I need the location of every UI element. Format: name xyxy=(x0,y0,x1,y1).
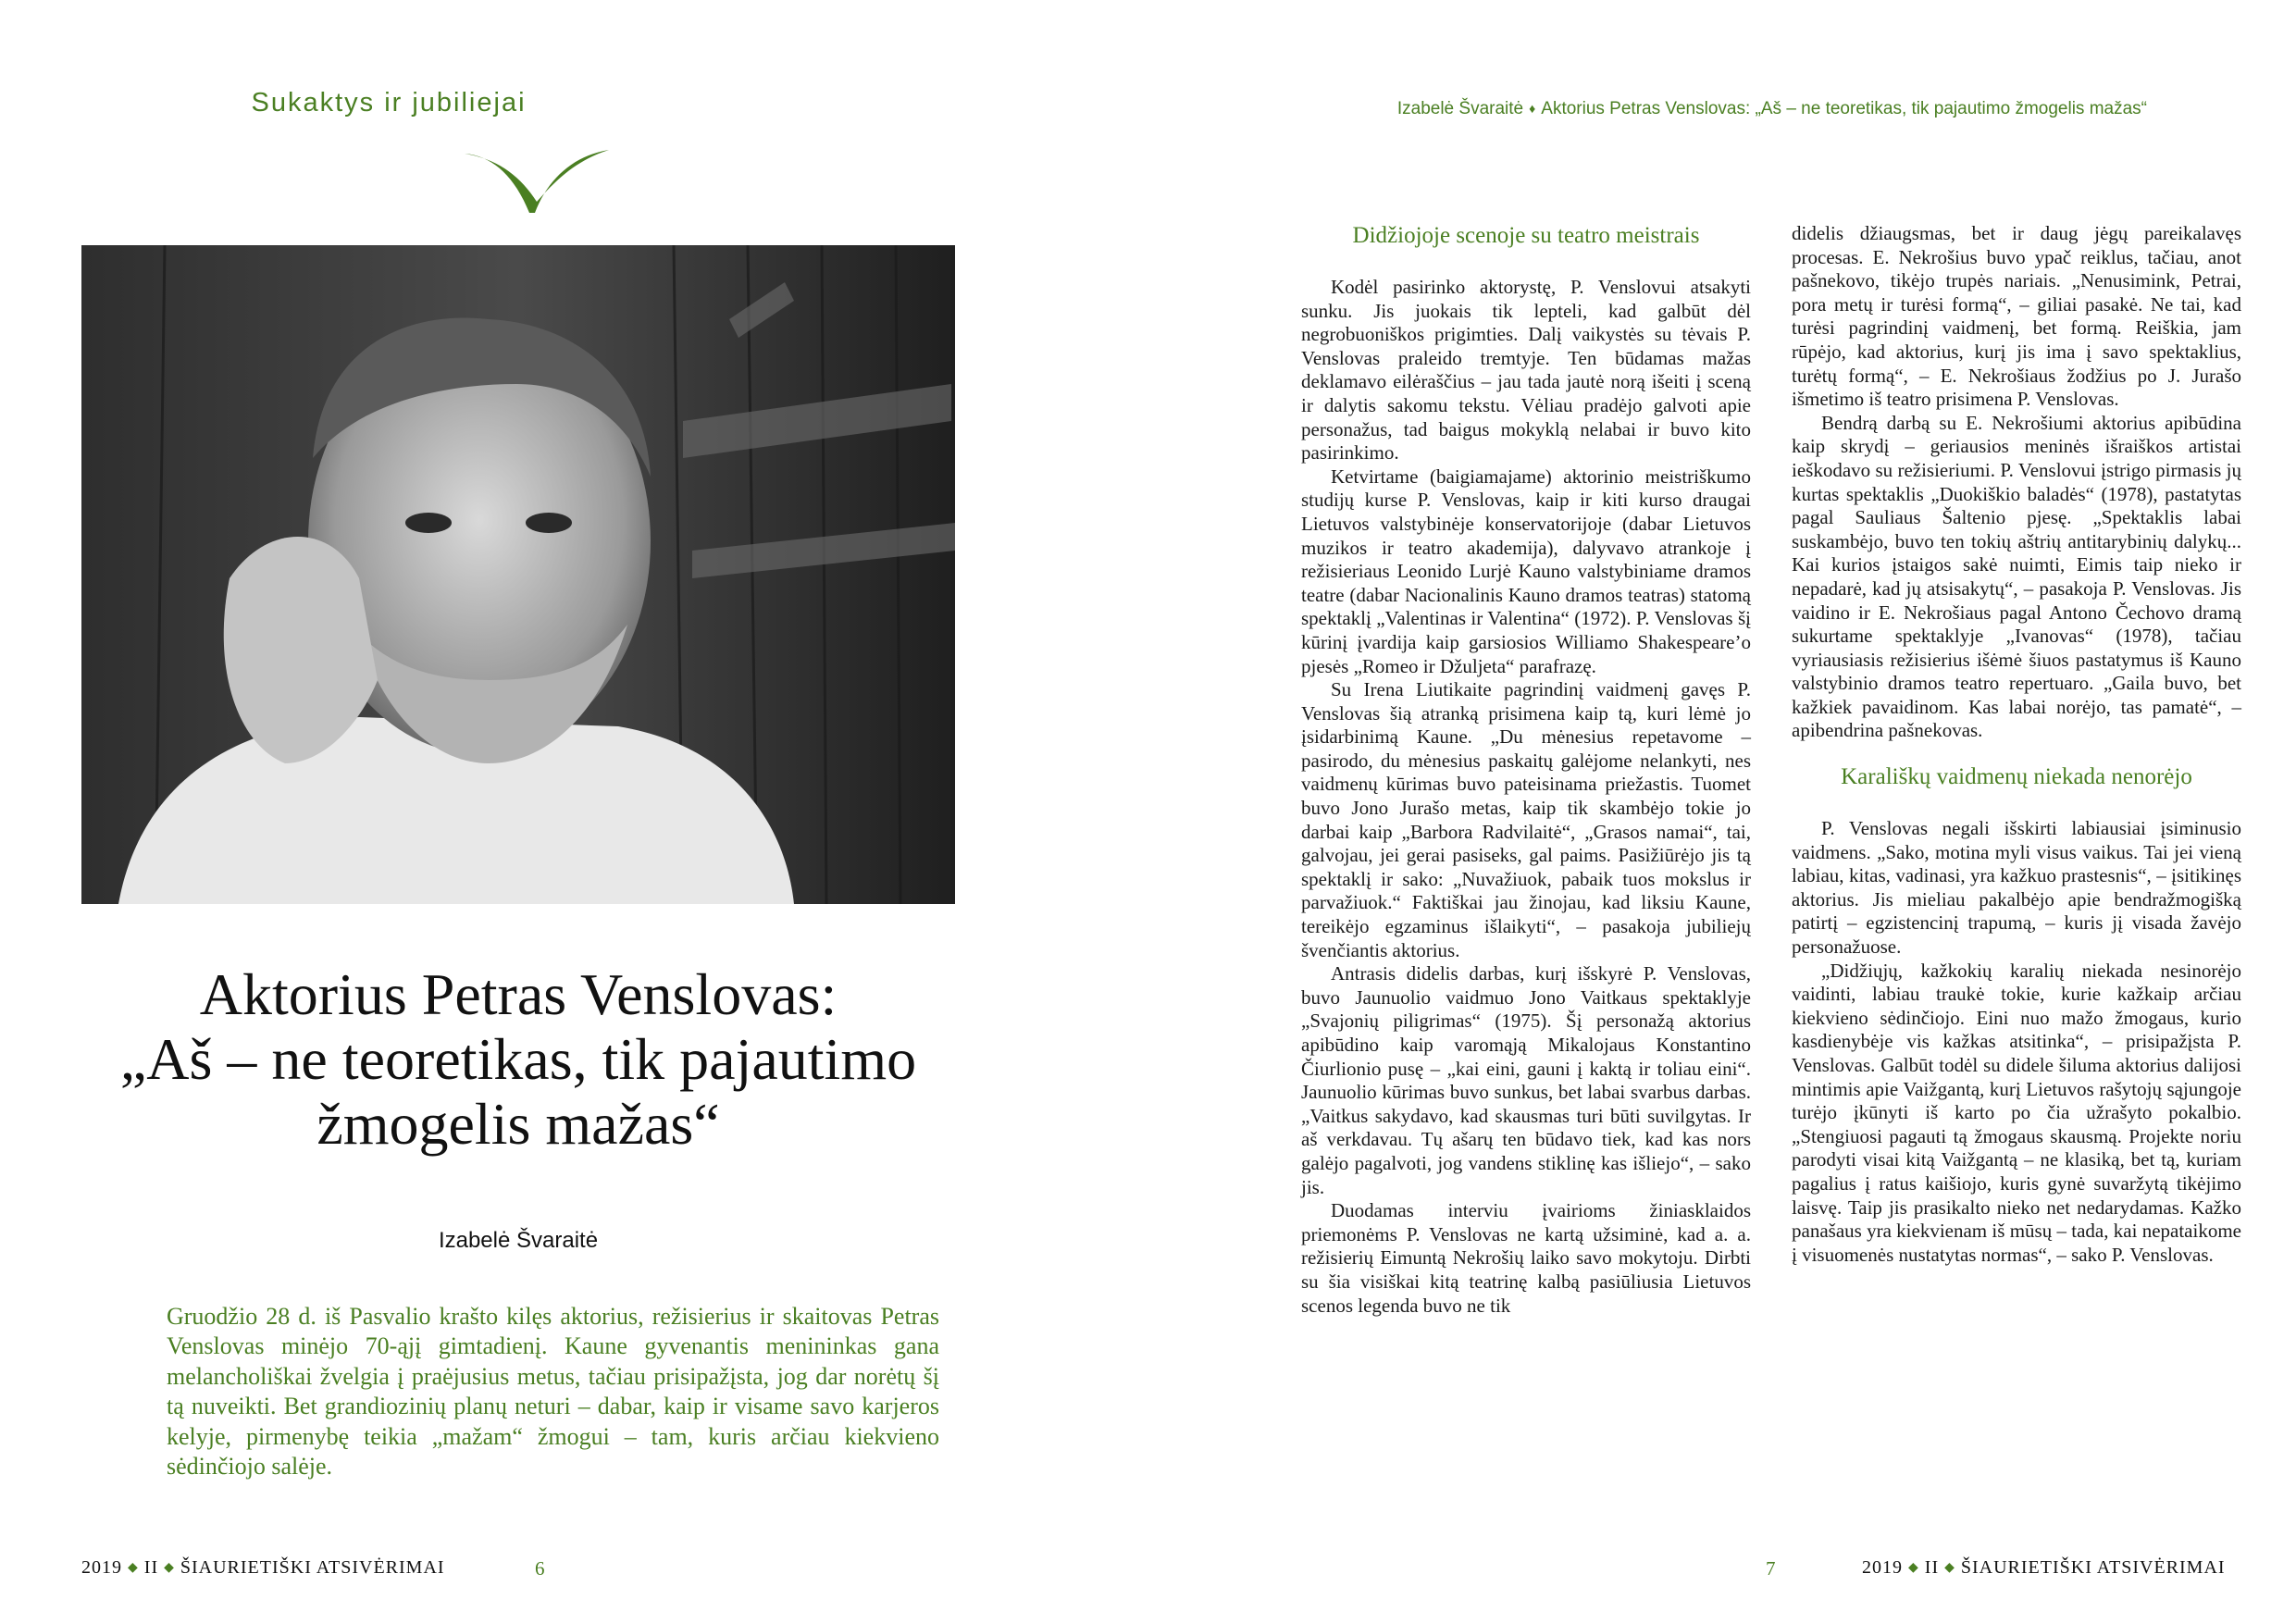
diamond-icon: ◆ xyxy=(164,1561,175,1575)
author-byline: Izabelė Švaraitė xyxy=(438,1228,599,1253)
section-heading: Karališkų vaidmenų niekada nenorėjo xyxy=(1841,764,2192,790)
page-number: 6 xyxy=(535,1557,545,1580)
diamond-icon: ◆ xyxy=(128,1561,139,1575)
footer-left xyxy=(81,1557,445,1579)
footer-year: 2019 xyxy=(1862,1557,1903,1578)
running-header-title: Aktorius Petras Venslovas: „Aš – ne teoretikas, tik pajautimo žmogelis mažas“ xyxy=(1541,99,2147,118)
title-line: Aktorius Petras Venslovas: xyxy=(199,961,838,1027)
portrait-photo-image xyxy=(81,245,955,904)
diamond-icon: ◆ xyxy=(1908,1561,1919,1575)
paragraph: Ketvirtame (baigiamajame) aktorinio meistriškumo studijų kurse P. Venslovas, kaip ir kiti kurso draugai Lietuvos valstybinėje konservatorijoje (dabar Lietuvos muzikos ir teatro akademija), dalyvavo atrankoje į režisieriaus Leonido Lurjė Kauno valstybiniame dramos teatre (dabar Nacionalinis Kauno dramos teatras) statomą spektaklį „Valentinas ir Valentina“ (1972). P. Venslovas šį kūrinį įvardija kaip garsiosios Williamo Shakespeare’o pjesės „Romeo ir Džuljeta“ parafrazę. xyxy=(1301,465,1751,677)
article-title xyxy=(81,962,955,1157)
diamond-icon: ♦ xyxy=(1529,101,1536,116)
lead-paragraph: Gruodžio 28 d. iš Pasvalio krašto kilęs aktorius, režisierius ir skaitovas Petras Venslovas minėjo 70-ąjį gimtadienį. Kaune gyvenantis menininkas gana melancholiškai žvelgia į praėjusius metus, tačiau prisipažįsta, jog dar norėtų šį tą nuveikti. Bet grandiozinių planų neturi – dabar, kaip ir visame savo karjeros kelyje, pirmenybę teikia „mažam“ žmogui – tam, kuris arčiau kiekvieno sėdinčiojo salėje. xyxy=(167,1303,939,1481)
page-number: 7 xyxy=(1766,1557,1776,1580)
footer-right xyxy=(1862,1557,2226,1579)
title-line: žmogelis mažas“ xyxy=(316,1091,720,1157)
running-header xyxy=(1314,99,2147,119)
section-heading: Didžiojoje scenoje su teatro meistrais xyxy=(1352,223,1700,248)
text-column-right xyxy=(1792,222,2241,1267)
text-column-left xyxy=(1301,222,1751,1318)
paragraph: „Didžiųjų, kažkokių karalių niekada nesinorėjo vaidinti, labiau traukė tokie, kurie kažkaip arčiau kiekvieno sėdinčiojo. Eini nuo mažo žmogaus, kurio kasdienybėje vis kažkas atsitinka“, – prisipažįsta P. Venslovas. Galbūt todėl su didele šiluma aktorius dalijosi mintimis apie Vaižgantą, kurį Lietuvos rašytojų sąjungoje turėjo įkūnyti iš karto po čia užrašyto pokalbio. „Stengiuosi pagauti tą žmogaus skausmą. Projekte noriu parodyti visai kitą Vaižgantą – ne klasiką, bet tą, kuriam pagalius į ratus kaišiojo, kuris gynė suvaržytą tikėjimo laisvę. Taip jis prasikalto nieko net nedarydamas. Kažko panašaus yra kiekvienam iš mūsų – tada, kai nepataikome į visuomenės nustatytas normas“, – sako P. Venslovas. xyxy=(1792,959,2241,1266)
footer-journal: ŠIAURIETIŠKI ATSIVĖRIMAI xyxy=(1960,1557,2226,1578)
title-line: „Aš – ne teoretikas, tik pajautimo xyxy=(119,1026,917,1092)
footer-issue: II xyxy=(1924,1557,1940,1578)
footer-year: 2019 xyxy=(81,1557,122,1578)
paragraph: Su Irena Liutikaite pagrindinį vaidmenį gavęs P. Venslovas šią atranką prisimena kaip tą, kuri lėmė jo įsidarbinimą Kaune. „Du mėnesius repetavome – pasirodo, du mėnesius paskaitų galėjome nelankyti, nes vaidmenų kūrimas buvo pateisinama priežastis. Tuomet buvo Jono Jurašo metas, kaip tik skambėjo tokie jo darbai kaip „Barbora Radvilaitė“, „Grasos namai“, tai, galvojau, jei gerai pasiseks, gal paims. Pasižiūrėjo jis tą spektaklį ir sako: „Nuvažiuok, pabaik tuos mokslus ir parvažiuok.“ Faktiškai jau žinojau, kad liksiu Kaune, tereikėjo egzaminus išlaikyti“, – pasakoja jubiliejų švenčiantis aktorius. xyxy=(1301,678,1751,961)
paragraph: P. Venslovas negali išskirti labiausiai įsiminusio vaidmens. „Sako, motina myli visus vaikus. Tai jei vieną labiau, kitas, vadinasi, yra kažkuo prastesnis“, – įsitikinęs aktorius. Jis mieliau pakalbėjo apie bendražmogišką patirtį – egzistencinį trapumą, – kuris jį visada žavėjo personažuose. xyxy=(1792,817,2241,959)
paragraph: Bendrą darbą su E. Nekrošiumi aktorius apibūdina kaip skrydį – geriausios meninės išraiškos artistai ieškodavo su režisieriumi. P. Venslovui įstrigo pirmasis jų kurtas spektaklis „Duokiškio baladės“ (1978), pastatytas pagal Sauliaus Šaltenio pjesę. „Spektaklis labai suskambėjo, buvo ten tokių aštrių antitarybinių dalykų... Kai kurios įstaigos sakė nuimti, Eimis taip nieko ir nepadarė, kad jų atsisakytų“, – pasakoja P. Venslovas. Jis vaidino ir E. Nekrošiaus pagal Antono Čechovo dramą sukurtame spektaklyje „Ivanovas“ (1978), tačiau vyriausiasis režisierius išėmė šiuos pastatymus iš Kauno valstybinio dramos teatro repertuaro. „Gaila buvo, bet kažkiek pavaidinom. Kas labai norėjo, tas pamatė“, – apibendrina pašnekovas. xyxy=(1792,411,2241,742)
portrait-photo xyxy=(81,245,955,904)
paragraph: Kodėl pasirinko aktorystę, P. Venslovui atsakyti sunku. Jis juokais tik lepteli, kad galbūt dėl negrobuoniškos prigimties. Dalį vaikystės su tėvais P. Venslovas praleido tremtyje. Ten būdamas mažas deklamavo eilėraščius – jau tada jautė norą išeiti į sceną ir dalytis sakomu tekstu. Vėliau pradėjo galvoti apie personažus, tad baigus mokyklą nelabai ir buvo kito pasirinkimo. xyxy=(1301,276,1751,465)
section-ornament-icon xyxy=(463,146,611,217)
diamond-icon: ◆ xyxy=(1944,1561,1955,1575)
running-header-author: Izabelė Švaraitė xyxy=(1396,99,1524,118)
paragraph-continuation: didelis džiaugsmas, bet ir daug jėgų pareikalavęs procesas. E. Nekrošius buvo ypač reiklus, tačiau, anot pašnekovo, tikėjo trupės nariais. „Nenusimink, Petrai, pora metų ir turėsi formą“, – giliai pasakė. Ne tai, kad turėsi pagrindinį vaidmenį, bet formą. Reiškia, jam rūpėjo, kad aktorius, kurį jis ima į savo spektaklius, turėtų formą“, – E. Nekrošiaus žodžius po J. Jurašo išmetimo iš teatro prisimena P. Venslovas. xyxy=(1792,222,2241,411)
footer-journal: ŠIAURIETIŠKI ATSIVĖRIMAI xyxy=(180,1557,445,1578)
paragraph: Antrasis didelis darbas, kurį išskyrė P. Venslovas, buvo Jaunuolio vaidmuo Jono Vaitkaus spektaklyje „Svajonių piligrimas“ (1975). Šį personažą aktorius apibūdino kaip varomąją Mikalojaus Konstantino Čiurlionio pusę – „kai eini, gauni į kaktą ir toliau eini“. Jaunuolio kūrimas buvo sunkus, bet labai svarbus darbas. „Vaitkus sakydavo, kad skausmas turi būti suvilgytas. Ir aš verkdavau. Tų ašarų ten būdavo tiek, kad kas nors galėjo pagalvoti, jog vandens stiklinę kas išliejo“, – sako jis. xyxy=(1301,962,1751,1198)
footer-issue: II xyxy=(143,1557,159,1578)
paragraph: Duodamas interviu įvairioms žiniasklaidos priemonėms P. Venslovas ne kartą užsiminė, kad a. a. režisierių Eimuntą Nekrošių laiko savo mokytoju. Dirbti su šia visiškai kitą teatrinę kalbą pasiūliusia Lietuvos scenos legenda buvo ne tik xyxy=(1301,1199,1751,1317)
